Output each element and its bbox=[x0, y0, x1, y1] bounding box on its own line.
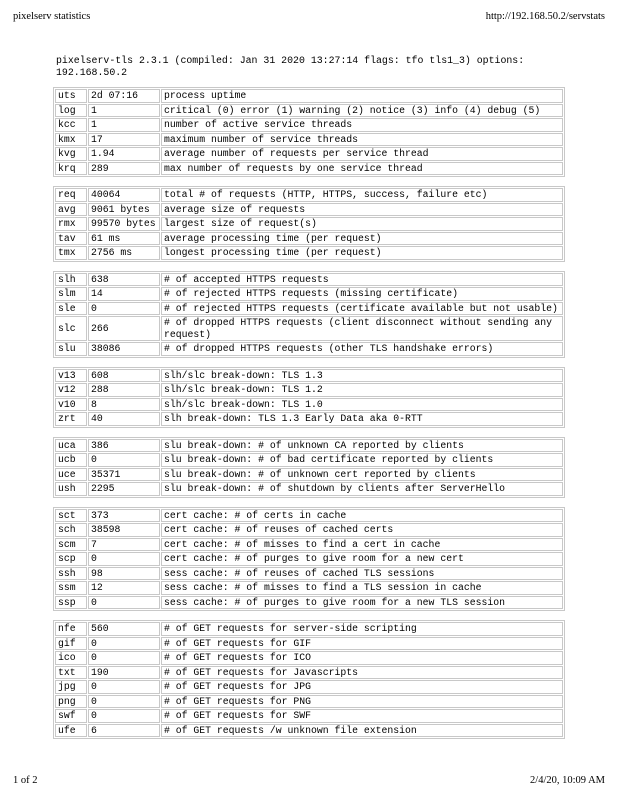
table-row bbox=[55, 383, 563, 397]
stat-description: max number of requests by one service thread bbox=[161, 162, 563, 176]
stat-key: txt bbox=[55, 666, 87, 680]
stat-description: cert cache: # of misses to find a cert in cache bbox=[161, 538, 563, 552]
stat-key: ucb bbox=[55, 453, 87, 467]
stat-key: ush bbox=[55, 482, 87, 496]
table-row bbox=[55, 412, 563, 426]
stat-value: 40064 bbox=[88, 188, 160, 202]
stat-description: # of GET requests for GIF bbox=[161, 637, 563, 651]
stat-key: v10 bbox=[55, 398, 87, 412]
stat-value: 0 bbox=[88, 302, 160, 316]
stats-table bbox=[53, 271, 565, 358]
stat-description: slh/slc break-down: TLS 1.2 bbox=[161, 383, 563, 397]
table-row bbox=[55, 273, 563, 287]
stat-value: 2d 07:16 bbox=[88, 89, 160, 103]
stat-description: # of GET requests for PNG bbox=[161, 695, 563, 709]
table-row bbox=[55, 203, 563, 217]
stat-description: number of active service threads bbox=[161, 118, 563, 132]
stat-description: cert cache: # of purges to give room for a new cert bbox=[161, 552, 563, 566]
stat-key: ssm bbox=[55, 581, 87, 595]
table-row bbox=[55, 622, 563, 636]
stats-table bbox=[53, 620, 565, 739]
table-row bbox=[55, 581, 563, 595]
stat-value: 560 bbox=[88, 622, 160, 636]
stat-key: tmx bbox=[55, 246, 87, 260]
table-row bbox=[55, 552, 563, 566]
table-row bbox=[55, 217, 563, 231]
stat-key: uca bbox=[55, 439, 87, 453]
page-header-title: pixelserv statistics bbox=[13, 11, 91, 22]
table-row bbox=[55, 118, 563, 132]
stat-value: 0 bbox=[88, 680, 160, 694]
table-row bbox=[55, 637, 563, 651]
stat-value: 0 bbox=[88, 453, 160, 467]
stat-description: average number of requests per service thread bbox=[161, 147, 563, 161]
table-row bbox=[55, 680, 563, 694]
stat-description: average size of requests bbox=[161, 203, 563, 217]
table-row bbox=[55, 232, 563, 246]
stats-table bbox=[53, 87, 565, 177]
stat-key: sle bbox=[55, 302, 87, 316]
stat-value: 6 bbox=[88, 724, 160, 738]
stat-value: 190 bbox=[88, 666, 160, 680]
stat-key: uts bbox=[55, 89, 87, 103]
table-row bbox=[55, 724, 563, 738]
stat-value: 0 bbox=[88, 709, 160, 723]
stats-table bbox=[53, 186, 565, 262]
stat-key: kvg bbox=[55, 147, 87, 161]
stat-value: 2756 ms bbox=[88, 246, 160, 260]
stat-description: cert cache: # of reuses of cached certs bbox=[161, 523, 563, 537]
stat-description: # of GET requests for Javascripts bbox=[161, 666, 563, 680]
stat-value: 0 bbox=[88, 552, 160, 566]
stat-value: 9061 bytes bbox=[88, 203, 160, 217]
stat-key: v13 bbox=[55, 369, 87, 383]
stat-key: jpg bbox=[55, 680, 87, 694]
page-header-url: http://192.168.50.2/servstats bbox=[485, 11, 605, 22]
stat-key: gif bbox=[55, 637, 87, 651]
table-row bbox=[55, 246, 563, 260]
stat-value: 38598 bbox=[88, 523, 160, 537]
stat-description: total # of requests (HTTP, HTTPS, success, failure etc) bbox=[161, 188, 563, 202]
table-row bbox=[55, 89, 563, 103]
stat-key: slc bbox=[55, 316, 87, 341]
stat-description: sess cache: # of reuses of cached TLS sessions bbox=[161, 567, 563, 581]
stat-key: uce bbox=[55, 468, 87, 482]
stat-key: rmx bbox=[55, 217, 87, 231]
table-row bbox=[55, 651, 563, 665]
stat-description: slu break-down: # of unknown cert reported by clients bbox=[161, 468, 563, 482]
stat-value: 289 bbox=[88, 162, 160, 176]
stat-description: # of GET requests for JPG bbox=[161, 680, 563, 694]
stat-description: longest processing time (per request) bbox=[161, 246, 563, 260]
stat-value: 2295 bbox=[88, 482, 160, 496]
stat-description: maximum number of service threads bbox=[161, 133, 563, 147]
stat-value: 61 ms bbox=[88, 232, 160, 246]
stats-table bbox=[53, 437, 565, 498]
stat-key: sct bbox=[55, 509, 87, 523]
stat-key: slu bbox=[55, 342, 87, 356]
table-row bbox=[55, 482, 563, 496]
stat-key: png bbox=[55, 695, 87, 709]
stat-value: 35371 bbox=[88, 468, 160, 482]
stat-description: slu break-down: # of bad certificate reported by clients bbox=[161, 453, 563, 467]
table-row bbox=[55, 188, 563, 202]
table-row bbox=[55, 104, 563, 118]
table-row bbox=[55, 398, 563, 412]
stat-value: 1.94 bbox=[88, 147, 160, 161]
stat-description: sess cache: # of purges to give room for a new TLS session bbox=[161, 596, 563, 610]
stat-key: tav bbox=[55, 232, 87, 246]
stat-value: 1 bbox=[88, 104, 160, 118]
table-row bbox=[55, 316, 563, 341]
table-row bbox=[55, 509, 563, 523]
table-row bbox=[55, 695, 563, 709]
stat-value: 0 bbox=[88, 596, 160, 610]
table-row bbox=[55, 133, 563, 147]
stat-value: 12 bbox=[88, 581, 160, 595]
stat-value: 0 bbox=[88, 637, 160, 651]
stat-description: # of GET requests /w unknown file extension bbox=[161, 724, 563, 738]
stat-key: sch bbox=[55, 523, 87, 537]
table-row bbox=[55, 162, 563, 176]
stat-description: slh/slc break-down: TLS 1.3 bbox=[161, 369, 563, 383]
stat-key: v12 bbox=[55, 383, 87, 397]
stat-key: kcc bbox=[55, 118, 87, 132]
stat-description: process uptime bbox=[161, 89, 563, 103]
stat-key: avg bbox=[55, 203, 87, 217]
stat-value: 608 bbox=[88, 369, 160, 383]
stat-key: slh bbox=[55, 273, 87, 287]
stat-description: cert cache: # of certs in cache bbox=[161, 509, 563, 523]
stat-description: # of accepted HTTPS requests bbox=[161, 273, 563, 287]
stat-value: 99570 bytes bbox=[88, 217, 160, 231]
stat-description: slh/slc break-down: TLS 1.0 bbox=[161, 398, 563, 412]
stat-value: 386 bbox=[88, 439, 160, 453]
stat-key: slm bbox=[55, 287, 87, 301]
table-row bbox=[55, 369, 563, 383]
table-row bbox=[55, 567, 563, 581]
table-row bbox=[55, 709, 563, 723]
table-row bbox=[55, 342, 563, 356]
stat-value: 288 bbox=[88, 383, 160, 397]
stat-key: swf bbox=[55, 709, 87, 723]
stat-value: 638 bbox=[88, 273, 160, 287]
stat-description: # of rejected HTTPS requests (missing certificate) bbox=[161, 287, 563, 301]
stat-key: scm bbox=[55, 538, 87, 552]
stat-key: ssh bbox=[55, 567, 87, 581]
table-row bbox=[55, 147, 563, 161]
stat-key: zrt bbox=[55, 412, 87, 426]
stats-tables bbox=[53, 87, 565, 748]
table-row bbox=[55, 666, 563, 680]
stat-value: 373 bbox=[88, 509, 160, 523]
stat-value: 38086 bbox=[88, 342, 160, 356]
stat-description: # of dropped HTTPS requests (client disconnect without sending any request) bbox=[161, 316, 563, 341]
stat-key: nfe bbox=[55, 622, 87, 636]
stat-value: 17 bbox=[88, 133, 160, 147]
stat-key: scp bbox=[55, 552, 87, 566]
stat-value: 14 bbox=[88, 287, 160, 301]
stat-key: ufe bbox=[55, 724, 87, 738]
stat-description: slh break-down: TLS 1.3 Early Data aka 0-RTT bbox=[161, 412, 563, 426]
stat-value: 0 bbox=[88, 695, 160, 709]
stat-value: 8 bbox=[88, 398, 160, 412]
table-row bbox=[55, 596, 563, 610]
stat-value: 1 bbox=[88, 118, 160, 132]
table-row bbox=[55, 439, 563, 453]
stat-key: req bbox=[55, 188, 87, 202]
stat-key: ssp bbox=[55, 596, 87, 610]
stat-description: largest size of request(s) bbox=[161, 217, 563, 231]
table-row bbox=[55, 468, 563, 482]
stat-description: # of rejected HTTPS requests (certificate available but not usable) bbox=[161, 302, 563, 316]
stat-value: 98 bbox=[88, 567, 160, 581]
stat-key: ico bbox=[55, 651, 87, 665]
table-row bbox=[55, 453, 563, 467]
stat-value: 266 bbox=[88, 316, 160, 341]
stat-key: krq bbox=[55, 162, 87, 176]
server-info-title: pixelserv-tls 2.3.1 (compiled: Jan 31 2020 13:27:14 flags: tfo tls1_3) options: 192.168.50.2 bbox=[56, 55, 525, 78]
stat-description: sess cache: # of misses to find a TLS session in cache bbox=[161, 581, 563, 595]
stat-description: critical (0) error (1) warning (2) notice (3) info (4) debug (5) bbox=[161, 104, 563, 118]
stat-value: 40 bbox=[88, 412, 160, 426]
table-row bbox=[55, 523, 563, 537]
stat-description: # of GET requests for server-side scripting bbox=[161, 622, 563, 636]
stat-value: 0 bbox=[88, 651, 160, 665]
stat-key: kmx bbox=[55, 133, 87, 147]
stats-table bbox=[53, 507, 565, 612]
stat-description: average processing time (per request) bbox=[161, 232, 563, 246]
stat-description: # of dropped HTTPS requests (other TLS handshake errors) bbox=[161, 342, 563, 356]
stat-description: # of GET requests for SWF bbox=[161, 709, 563, 723]
print-timestamp: 2/4/20, 10:09 AM bbox=[530, 775, 605, 786]
table-row bbox=[55, 287, 563, 301]
stat-description: slu break-down: # of shutdown by clients after ServerHello bbox=[161, 482, 563, 496]
stats-table bbox=[53, 367, 565, 428]
stat-value: 7 bbox=[88, 538, 160, 552]
page-number: 1 of 2 bbox=[13, 775, 38, 786]
stat-description: # of GET requests for ICO bbox=[161, 651, 563, 665]
table-row bbox=[55, 538, 563, 552]
table-row bbox=[55, 302, 563, 316]
stat-key: log bbox=[55, 104, 87, 118]
stat-description: slu break-down: # of unknown CA reported by clients bbox=[161, 439, 563, 453]
